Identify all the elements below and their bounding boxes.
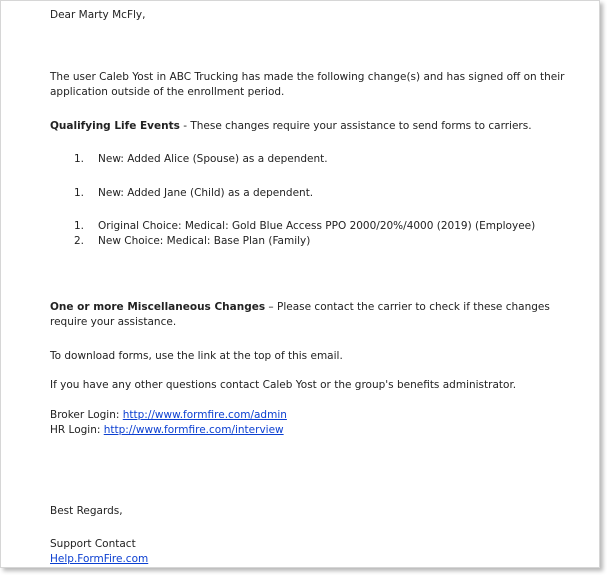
list-number: 1. [74, 153, 85, 165]
closing: Best Regards, [50, 505, 123, 517]
signature-name: Support Contact [50, 538, 136, 550]
broker-login [50, 408, 287, 423]
qle-paragraph [50, 119, 532, 134]
list-item-text: New: Added Jane (Child) as a dependent. [98, 187, 314, 199]
hr-login [50, 423, 284, 438]
misc-paragraph-line-1 [50, 300, 550, 315]
broker-login-link[interactable]: http://www.formfire.com/admin [122, 409, 287, 421]
broker-login-label: Broker Login: [50, 409, 123, 421]
list-number: 1. [74, 220, 85, 232]
list-item-text: New Choice: Medical: Base Plan (Family) [98, 235, 311, 247]
signature-link-line [50, 552, 148, 567]
qle-text: - These changes require your assistance to send forms to carriers. [179, 120, 532, 132]
intro-line-2: application outside of the enrollment period. [50, 86, 285, 98]
list-number: 2. [74, 235, 85, 247]
list-item-text: New: Added Alice (Spouse) as a dependent. [98, 153, 328, 165]
list-number: 1. [74, 187, 85, 199]
misc-paragraph-line-2: require your assistance. [50, 316, 177, 328]
qle-heading: Qualifying Life Events [50, 120, 180, 132]
greeting: Dear Marty McFly, [50, 9, 146, 21]
list-item-text: Original Choice: Medical: Gold Blue Access PPO 2000/20%/4000 (2019) (Employee) [98, 220, 536, 232]
questions-text: If you have any other questions contact Caleb Yost or the group's benefits administrator. [50, 379, 517, 391]
download-text: To download forms, use the link at the top of this email. [50, 350, 343, 362]
misc-text: – Please contact the carrier to check if these changes [265, 301, 550, 313]
hr-login-label: HR Login: [50, 424, 104, 436]
hr-login-link[interactable]: http://www.formfire.com/interview [103, 424, 284, 436]
misc-heading: One or more Miscellaneous Changes [50, 301, 266, 313]
help-formfire-link[interactable]: Help.FormFire.com [50, 553, 149, 565]
intro-line-1: The user Caleb Yost in ABC Trucking has made the following change(s) and has signed off on their [50, 71, 565, 83]
